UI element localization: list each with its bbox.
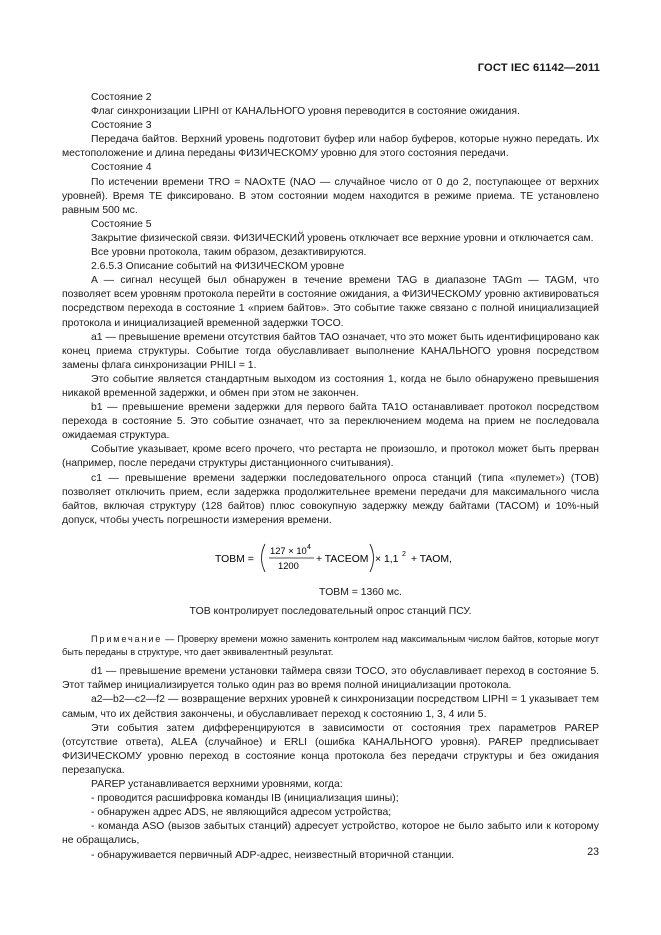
formula-open-paren [262, 544, 266, 572]
paragraph: Закрытие физической связи. ФИЗИЧЕСКИЙ уровень отключает все верхние уровни и отключается сам. [91, 232, 594, 244]
note-text: — Проверку времени можно заменить контролем над максимальным числом байтов, которые могут быть переданы в структуре, что дает эквивалентный результат. [62, 634, 599, 657]
state-2-heading: Состояние 2 [91, 92, 152, 103]
state-3-heading: Состояние 3 [91, 120, 152, 132]
list-item: - команда ASO (вызов забытых станций) адресует устройство, которое не было забыто или к которому не обращались, [62, 821, 599, 847]
paragraph: d1 — превышение времени установки таймера связи TOCO, это обуславливает переход в состояние 5. Этот таймер инициализируется только один раз во время полной инициализации протокола. [62, 666, 599, 692]
paragraph: Все уровни протокола, таким образом, дезактивируются. [91, 247, 367, 259]
formula-lhs: TOBM = [215, 553, 254, 565]
list-item: - обнаруживается первичный ADP-адрес, неизвестный вторичной станции. [91, 849, 455, 861]
formula-numerator: 127 × 10 [270, 544, 307, 556]
paragraph: По истечении времени TRO = NAOxTE (NAO — случайное число от 0 до 2, поступающее от верхних уровней). Время TE фиксировано. В этом состоянии модем находится в режиме приема. TE установлено равным 500 мс. [62, 176, 599, 216]
list-item: - проводится расшифровка команды IB (инициализация шины); [91, 793, 399, 805]
paragraph: Это событие является стандартным выходом из состояния 1, когда не было обнаружено превышения никакой временной задержки, и обмен при этом не закончен. [62, 373, 599, 399]
paragraph: c1 — превышение времени задержки последовательного опроса станций (типа «пулемет») (TOB) позволяет отключить прием, если задержка продолжительнее времени передачи для максимального числа байтов, включая структуру (128 байтов) плюс совокупную задержку между байтами (TACOM) и 10%-ный допуск, чтобы учесть погрешности измерения времени. [62, 472, 599, 526]
tobm-value: TOBM = 1360 мс. [319, 586, 402, 598]
paragraph: b1 — превышение времени задержки для первого байта TA1O останавливает протокол посредством перехода в состояние 5. Это событие означает, что за переключением модема на прием не последовала ожидаемая структура. [62, 402, 599, 442]
formula-svg [62, 538, 599, 578]
state-4-heading: Состояние 4 [91, 162, 152, 174]
paragraph: a2—b2—c2—f2 — возвращение верхних уровней к синхронизации посредством LIPHI = 1 указывает тем самым, что их действия закончены, и обуславливает переход к состоянию 1, 3, 4 или 5. [62, 694, 599, 720]
formula-plus-taom: + TAOM, [411, 553, 452, 565]
paragraph: PAREP устанавливается верхними уровнями, когда: [91, 779, 343, 791]
paragraph: Эти события затем дифференцируются в зависимости от состояния трех параметров PAREP (отсутствие ответа), ALEA (случайное) и ERLI (ошибка КАНАЛЬНОГО уровня). PAREP предписывает ФИЗИЧЕСКОМУ уровню переход в состояние конца протокола без передачи структуры и без ожидания перезапуска. [62, 722, 599, 776]
page-number: 23 [587, 846, 599, 858]
note [62, 633, 599, 658]
paragraph: A — сигнал несущей был обнаружен в течение времени TAG в диапазоне TAGm — TAGM, что позволяет всем уровням протокола перейти в состояние ожидания, а ФИЗИЧЕСКОМУ уровню активироваться посредством перехода в состояние 1 «прием байтов». Это событие также связано с полной инициализацией протокола и инициализацией временной задержки TOCO. [62, 275, 599, 329]
formula-close-paren [370, 544, 374, 572]
paragraph: Передача байтов. Верхний уровень подготовит буфер или набор буферов, которые нужно передать. Их местоположение и длина переданы ФИЗИЧЕСКОМУ уровню для этого состояния передачи. [62, 134, 599, 160]
state-5-heading: Состояние 5 [91, 218, 152, 230]
formula-numerator-exp: 4 [307, 543, 311, 551]
standard-header: ГОСТ IEC 61142—2011 [477, 62, 600, 74]
list-item: - обнаружен адрес ADS, не являющийся адресом устройства; [91, 807, 392, 819]
formula-denominator: 1200 [278, 559, 299, 571]
formula-multiplier: × 1,1 [375, 553, 399, 565]
tobm-formula [62, 538, 599, 578]
note-label: Примечание [91, 634, 163, 645]
paragraph: TOB контролирует последовательный опрос станций ПСУ. [189, 606, 472, 617]
paragraph: a1 — превышение времени отсутствия байтов TAO означает, что это может быть идентифицировано как конец приема структуры. Событие тогда обуславливает выполнение КАНАЛЬНОГО уровня посредством замены флага синхронизации PHILI = 1. [62, 331, 599, 371]
paragraph: Флаг синхронизации LIPHI от КАНАЛЬНОГО уровня переводится в состояние ожидания. [91, 106, 520, 118]
formula-plus-taceom: + TACEOM [316, 553, 369, 565]
formula-multiplier-exp: 2 [402, 550, 406, 558]
section-heading: 2.6.5.3 Описание событий на ФИЗИЧЕСКОМ уровне [91, 261, 345, 273]
paragraph: Событие указывает, кроме всего прочего, что рестарта не произошло, и протокол может быть прерван (например, после передачи структуры дистанционного считывания). [62, 444, 599, 470]
document-body [62, 91, 599, 863]
